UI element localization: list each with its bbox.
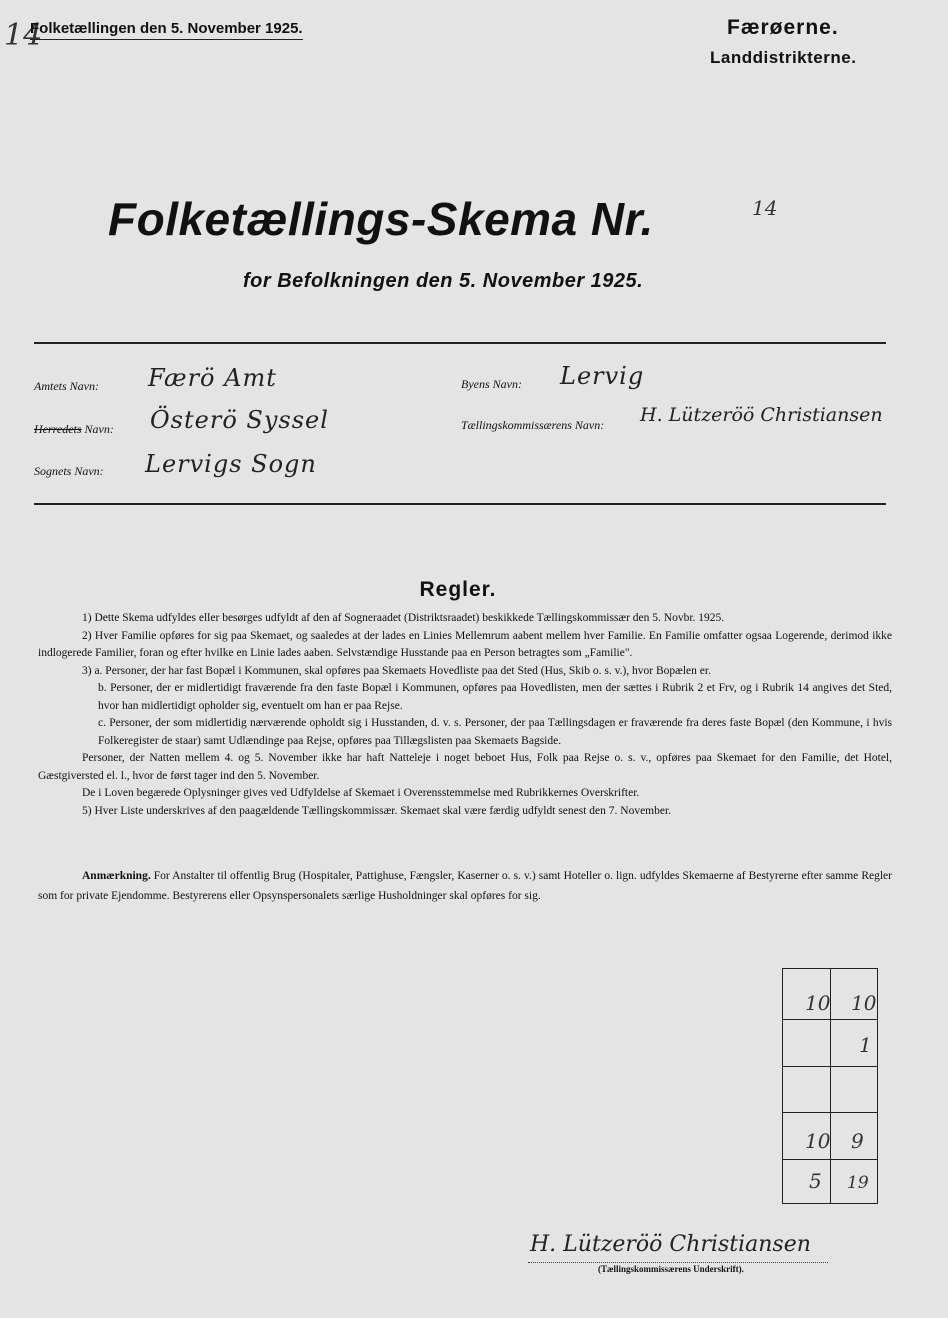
tally-cell: 1 [859,1033,872,1057]
rule-3b: b. Personer, der er midlertidigt fraværende fra den faste Bopæl i Kommunen, opføres paa Hovedlisten, men der sættes i Rubrik 2 et Frv, og i Rubrik 14 angives det Sted, hvor han midlertidigt opholder sig, eventuelt om han er paa Rejse. [98,682,892,712]
district-label: Landdistrikterne. [710,48,857,67]
signature: H. Lützeröö Christiansen [530,1232,811,1257]
rule-3c: c. Personer, der som midlertidig nærværende opholdt sig i Husstanden, d. v. s. Personer, der paa Tællingsdagen er fraværende fra deres faste Bopæl (den Kommune, i hvis Folkeregister de staar) samt Udlændinge paa Rejse, opføres paa Tillægslisten paa Skemaets Bagside. [98,717,892,747]
sogn-label: Sognets Navn: [34,464,104,478]
top-divider [34,342,886,344]
tally-cell: 5 [809,1169,822,1193]
sogn-value: Lervigs Sogn [145,450,317,478]
tally-cell: 10 [805,1129,831,1153]
region-label: Færøerne. [727,16,839,39]
signature-line [528,1262,828,1263]
census-label: Folketællingen den 5. November 1925. [30,20,303,40]
by-value: Lervig [560,362,645,390]
herred-label-rest: Navn: [81,422,114,436]
tally-grid [782,968,878,1204]
amt-label: Amtets Navn: [34,379,99,393]
margin-handwritten-mark: 14 [4,18,43,53]
by-label: Byens Navn: [461,377,522,391]
signature-caption: (Tællingskommissærens Underskrift). [598,1264,744,1274]
rule-4: Personer, der Natten mellem 4. og 5. November ikke har haft Natteleje i noget beboet Hus, Folk paa Rejse o. s. v., opføres paa Skemaet for den Familie, det Hotel, Gæstgiversted el. l., hvor de først tager ind den 5. November. [38,752,892,782]
note-paragraph [38,866,892,906]
bottom-divider [34,503,886,505]
rule-2: 2) Hver Familie opføres for sig paa Skemaet, og saaledes at der lades en Linies Mellemrum aabent mellem hver Familie. En Familie omfatter ogsaa Logerende, derimod ikke indlogerede Familier, foran og efter hvilke en Linie lades aaben. Selvstændige Husstande paa en Person betragtes som „Familie". [38,629,892,659]
tally-cell: 19 [847,1173,869,1193]
tally-grid-row-divider [783,1019,877,1020]
tally-cell: 10 [851,991,877,1015]
rule-law: De i Loven begærede Oplysninger gives ved Udfyldelse af Skemaet i Overensstemmelse med Rubrikkernes Overskrifter. [82,787,640,799]
form-title: Folketællings-Skema Nr. [108,193,654,245]
form-number-handwritten: 14 [752,196,778,220]
rule-3a: 3) a. Personer, der har fast Bopæl i Kommunen, skal opføres paa Skemaets Hovedliste paa det Sted (Hus, Skib o. s. v.), hvor Bopælen er. [82,664,711,677]
kommissaer-label: Tællingskommissærens Navn: [461,418,605,432]
herred-value: Österö Syssel [150,406,329,434]
tally-grid-row-divider [783,1159,877,1160]
rules-heading: Regler. [419,578,497,601]
tally-cell: 10 [805,991,831,1015]
herred-label-struck: Herredets [34,422,82,436]
rules-list [38,610,892,820]
tally-grid-row-divider [783,1066,877,1067]
tally-grid-row-divider [783,1112,877,1113]
note-text: For Anstalter til offentlig Brug (Hospitaler, Pattighuse, Fængsler, Kaserner o. s. v.) samt Hoteller o. lign. udfyldes Skemaerne af Bestyrerne efter samme Regler som for private Ejendomme. Bestyrerens eller Opsynspersonalets særlige Husholdninger skal opføres for sig. [38,870,892,902]
kommissaer-value: H. Lützeröö Christiansen [640,404,883,426]
herred-label [34,422,114,437]
tally-cell: 9 [851,1129,864,1153]
rule-5: 5) Hver Liste underskrives af den paagældende Tællingskommissær. Skemaet skal være færdig udfyldt senest den 7. November. [82,804,672,817]
form-subtitle: for Befolkningen den 5. November 1925. [243,270,644,292]
note-label: Anmærkning. [82,870,151,882]
rule-1: 1) Dette Skema udfyldes eller besørges udfyldt af den af Sogneraadet (Distriktsraadet) beskikkede Tællingskommissær den 5. Novbr. 1925. [82,612,725,624]
amt-value: Færö Amt [148,364,277,392]
